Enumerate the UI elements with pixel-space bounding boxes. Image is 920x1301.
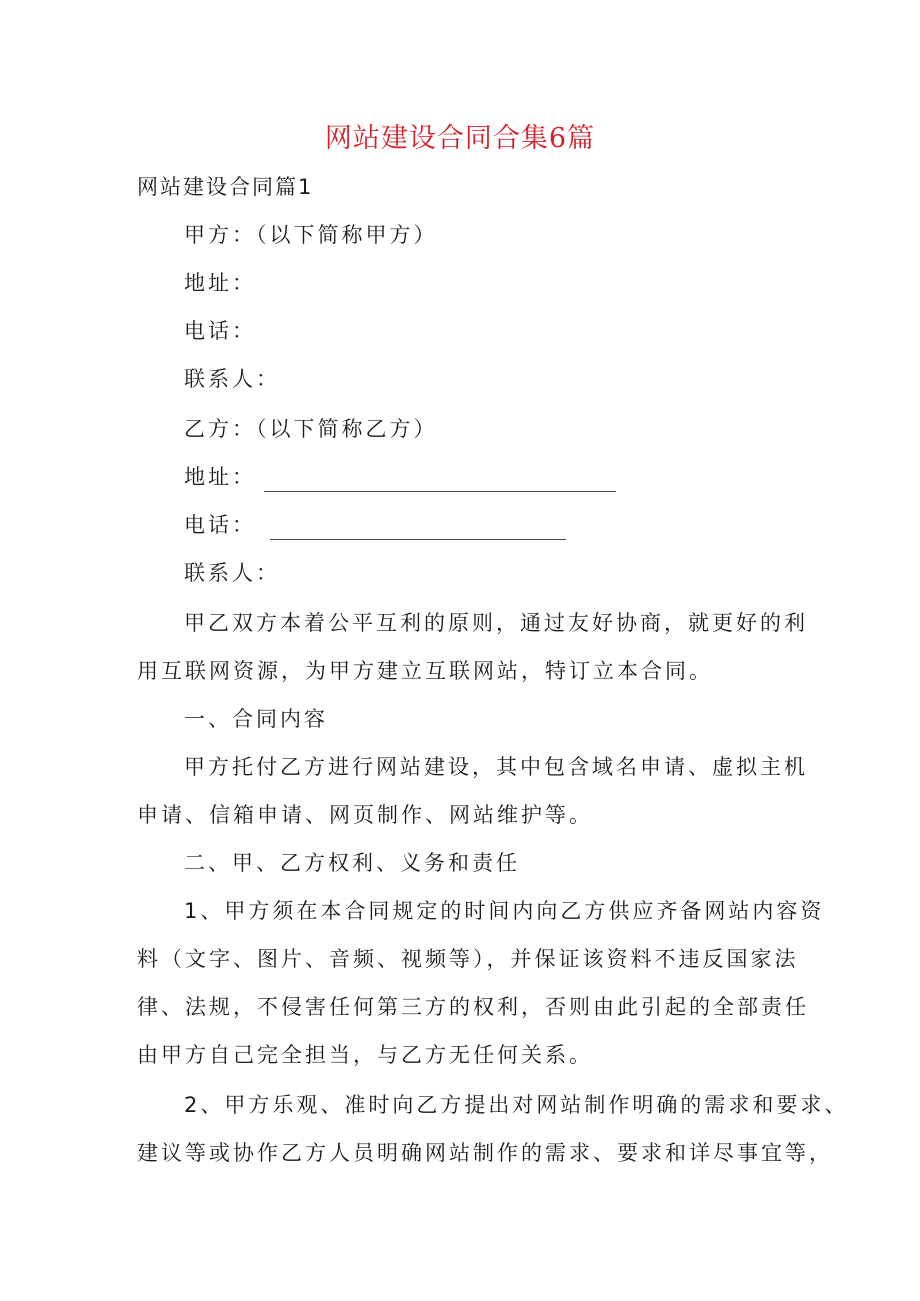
item1-line-1: 1、甲方须在本合同规定的时间内向乙方供应齐备网站内容资 xyxy=(184,899,825,923)
party-b-contact: 联系人： xyxy=(184,561,280,585)
party-a-phone: 电话： xyxy=(184,319,256,343)
item1-line-3: 律、法规，不侵害任何第三方的权利，否则由此引起的全部责任 xyxy=(137,995,809,1019)
address-blank-line xyxy=(264,469,616,492)
party-b-label: 乙方：（以下简称乙方） xyxy=(184,417,438,441)
item1-line-2: 料（文字、图片、音频、视频等），并保证该资料不违反国家法 xyxy=(137,947,799,971)
party-b-address: 地址： xyxy=(184,465,256,489)
party-b-address-row xyxy=(184,462,616,492)
party-a-label: 甲方：（以下简称甲方） xyxy=(184,223,438,247)
section1-line-2: 申请、信箱申请、网页制作、网站维护等。 xyxy=(137,803,593,827)
party-a-address: 地址： xyxy=(184,271,256,295)
party-b-phone-row xyxy=(184,510,566,540)
phone-blank-line xyxy=(270,517,566,540)
section-heading: 网站建设合同篇1 xyxy=(137,175,314,199)
section1-heading: 一、合同内容 xyxy=(184,707,328,731)
intro-line-1: 甲乙双方本着公平互利的原则，通过友好协商，就更好的利 xyxy=(184,611,808,635)
section1-line-1: 甲方托付乙方进行网站建设，其中包含域名申请、虚拟主机 xyxy=(184,755,808,779)
item2-line-2: 建议等或协作乙方人员明确网站制作的需求、要求和详尽事宜等， xyxy=(137,1141,833,1165)
intro-line-2: 用互联网资源，为甲方建立互联网站，特订立本合同。 xyxy=(137,659,713,683)
item2-line-1: 2、甲方乐观、准时向乙方提出对网站制作明确的需求和要求、 xyxy=(184,1093,849,1117)
party-a-contact: 联系人： xyxy=(184,367,280,391)
document-title: 网站建设合同合集6篇 xyxy=(324,123,596,154)
item1-line-4: 由甲方自己完全担当，与乙方无任何关系。 xyxy=(137,1043,593,1067)
section2-heading: 二、甲、乙方权利、义务和责任 xyxy=(184,851,520,875)
party-b-phone: 电话： xyxy=(184,513,256,537)
